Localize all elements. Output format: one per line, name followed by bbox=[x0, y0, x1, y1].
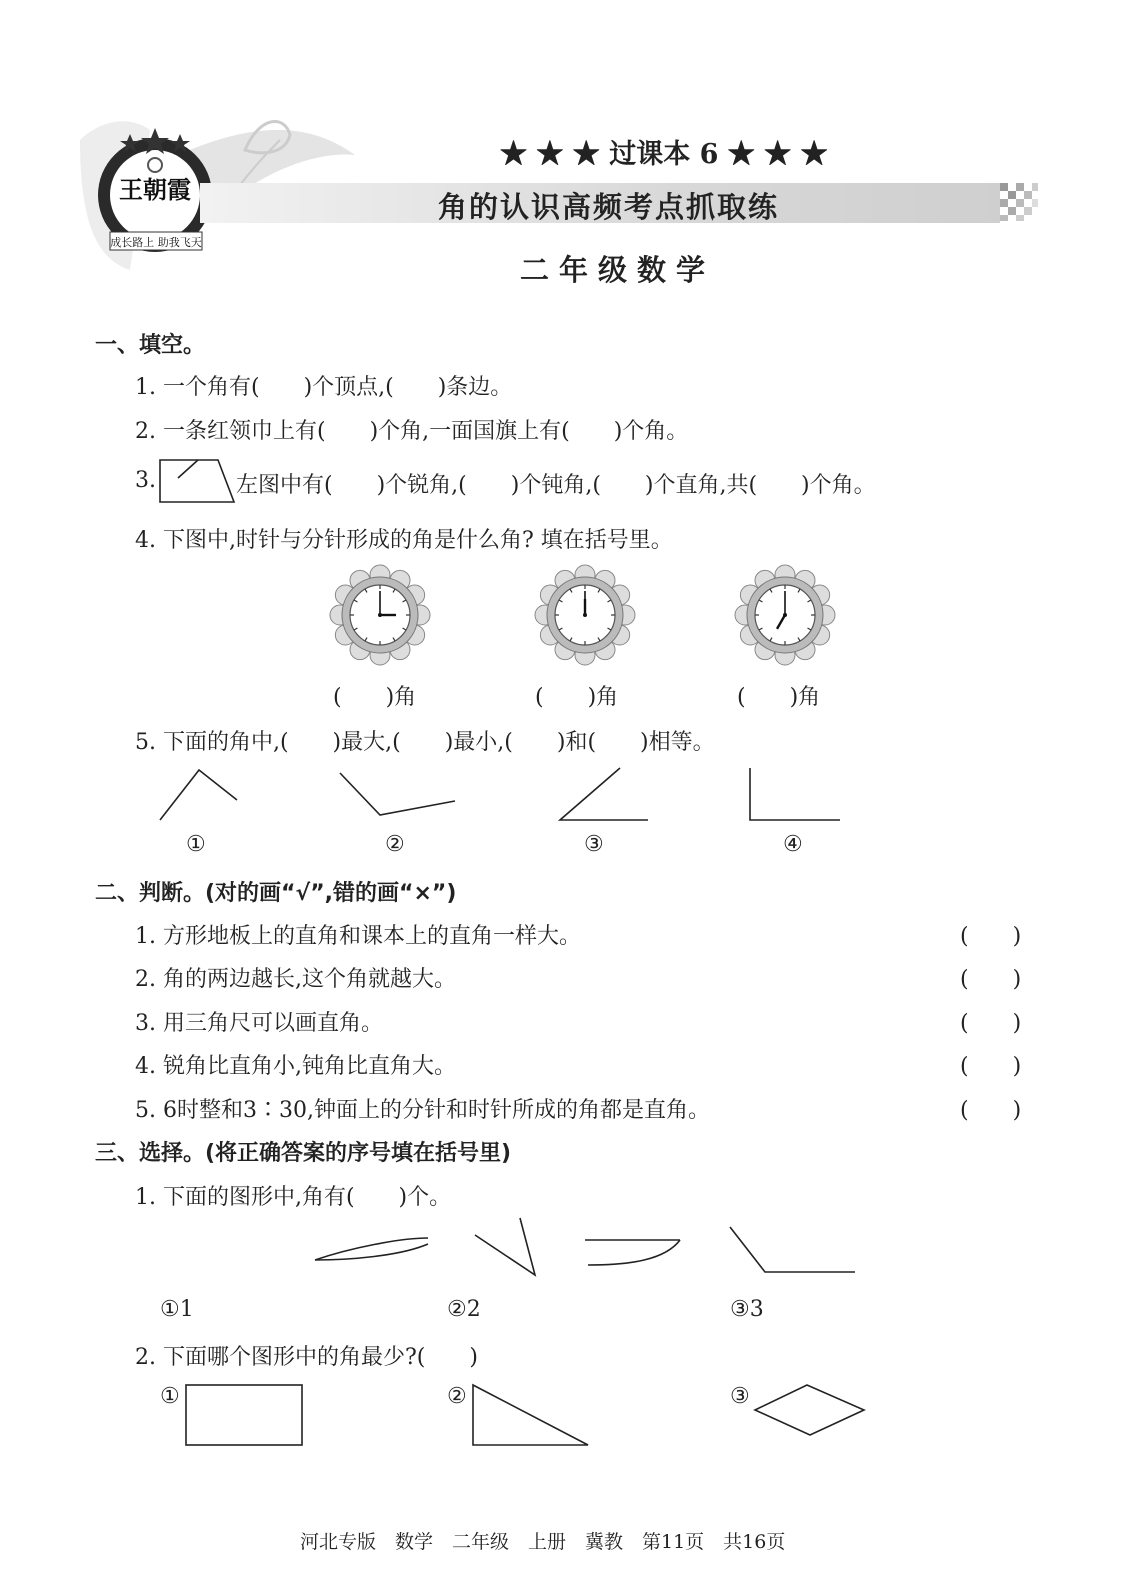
right-triangle-figure bbox=[470, 1383, 592, 1447]
q1-option-3: ③3 bbox=[730, 1297, 764, 1322]
clock-face-12-oclock bbox=[535, 565, 635, 665]
brand-slogan: 成长路上 助我飞天 bbox=[110, 236, 202, 249]
section3-title: 三、选择。(将正确答案的序号填在括号里) bbox=[95, 1141, 512, 1166]
angle-choice-figure-4 bbox=[725, 1222, 860, 1277]
clock-answer-2: ( )角 bbox=[535, 685, 619, 710]
judge-item-1: 1. 方形地板上的直角和课本上的直角一样大。 bbox=[135, 924, 581, 949]
s1-q2: 2. 一条红领巾上有( )个角,一面国旗上有( )个角。 bbox=[135, 419, 689, 444]
q1-option-2: ②2 bbox=[447, 1297, 481, 1322]
angle-figure-3 bbox=[555, 765, 655, 825]
angle-label-3: ③ bbox=[584, 832, 604, 857]
s1-q1: 1. 一个角有( )个顶点,( )条边。 bbox=[135, 375, 513, 400]
angle-choice-figure-2 bbox=[470, 1215, 545, 1280]
section1-title: 一、填空。 bbox=[95, 333, 206, 358]
clock-answer-3: ( )角 bbox=[737, 685, 821, 710]
judge-answer-2[interactable]: ( ) bbox=[960, 967, 1022, 992]
clock-face-7-oclock bbox=[735, 565, 835, 665]
s1-q5: 5. 下面的角中,( )最大,( )最小,( )和( )相等。 bbox=[135, 730, 715, 755]
series-title: ★ ★ ★ 过课本 6 ★ ★ ★ bbox=[500, 139, 828, 170]
angle-figure-1 bbox=[155, 765, 245, 825]
rectangle-figure bbox=[184, 1383, 304, 1447]
q2-label-2: ② bbox=[447, 1384, 467, 1409]
judge-answer-4[interactable]: ( ) bbox=[960, 1054, 1022, 1079]
angle-figure-4 bbox=[745, 765, 845, 825]
banner-title: 角的认识高频考点抓取练 bbox=[438, 190, 780, 224]
s1-q3: 左图中有( )个锐角,( )个钝角,( )个直角,共( )个角。 bbox=[236, 473, 876, 498]
angle-figure-2 bbox=[335, 768, 460, 818]
rhombus-figure bbox=[752, 1383, 867, 1438]
curve-figure-3 bbox=[580, 1235, 685, 1270]
s3-q2: 2. 下面哪个图形中的角最少?( ) bbox=[135, 1345, 478, 1370]
q1-option-1: ①1 bbox=[160, 1297, 194, 1322]
checker-pattern bbox=[1000, 183, 1040, 223]
s3-q1: 1. 下面的图形中,角有( )个。 bbox=[135, 1185, 452, 1210]
judge-answer-3[interactable]: ( ) bbox=[960, 1011, 1022, 1036]
judge-answer-5[interactable]: ( ) bbox=[960, 1098, 1022, 1123]
angle-label-4: ④ bbox=[783, 832, 803, 857]
clock-answer-1: ( )角 bbox=[333, 685, 417, 710]
section2-title: 二、判断。(对的画“√”,错的画“×”) bbox=[95, 881, 457, 906]
s1-q3-number: 3. bbox=[135, 468, 156, 493]
angle-label-1: ① bbox=[186, 832, 206, 857]
s1-q4: 4. 下图中,时针与分针形成的角是什么角? 填在括号里。 bbox=[135, 528, 673, 553]
judge-item-2: 2. 角的两边越长,这个角就越大。 bbox=[135, 967, 456, 992]
judge-item-5: 5. 6时整和3∶30,钟面上的分针和时针所成的角都是直角。 bbox=[135, 1098, 710, 1123]
page-footer: 河北专版 数学 二年级 上册 冀教 第11页 共16页 bbox=[300, 1531, 786, 1553]
trapezoid-figure bbox=[158, 458, 238, 504]
curve-figure-1 bbox=[310, 1230, 435, 1270]
subject-title: 二年级数学 bbox=[520, 253, 716, 287]
brand-text: 王朝霞 bbox=[119, 175, 191, 204]
q2-label-1: ① bbox=[160, 1384, 180, 1409]
judge-item-4: 4. 锐角比直角小,钝角比直角大。 bbox=[135, 1054, 456, 1079]
judge-item-3: 3. 用三角尺可以画直角。 bbox=[135, 1011, 383, 1036]
q2-label-3: ③ bbox=[730, 1384, 750, 1409]
angle-label-2: ② bbox=[385, 832, 405, 857]
judge-answer-1[interactable]: ( ) bbox=[960, 924, 1022, 949]
clock-face-3-oclock bbox=[330, 565, 430, 665]
